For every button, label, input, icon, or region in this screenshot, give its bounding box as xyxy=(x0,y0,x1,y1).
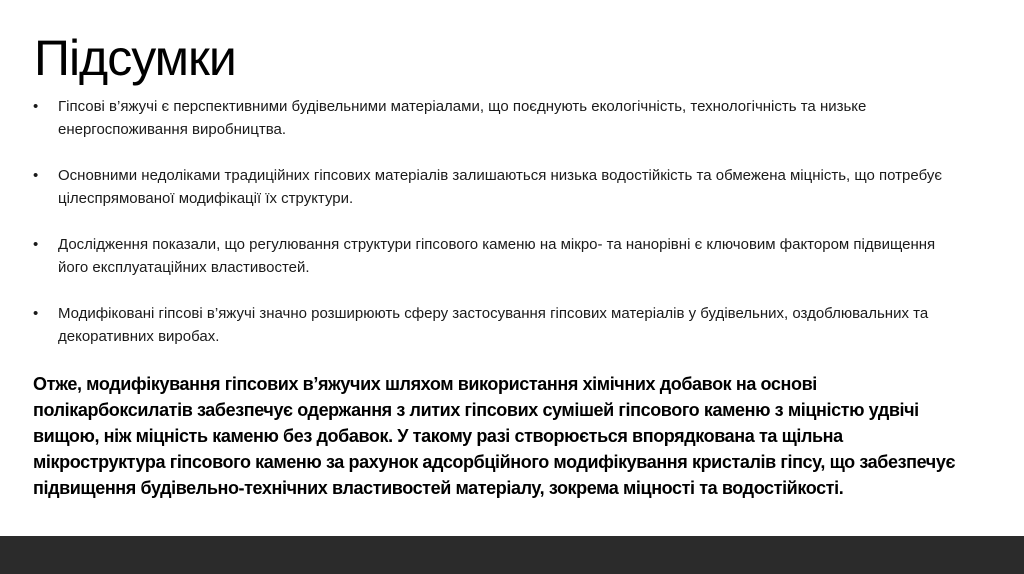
bullet-text: Основними недоліками традиційних гіпсових матеріалів залишаються низька водостійкість та обмежена міцність, що потребує цілеспрямованої модифікації їх структури. xyxy=(58,167,942,207)
footer-bar xyxy=(0,536,1024,574)
bullet-list xyxy=(33,95,963,348)
bullet-text: Дослідження показали, що регулювання структури гіпсового каменю на мікро- та нанорівні є ключовим фактором підвищення його експлуатаційних властивостей. xyxy=(58,236,936,276)
slide-title: Підсумки xyxy=(34,30,236,86)
bullet-text: Модифіковані гіпсові в’яжучі значно розширюють сферу застосування гіпсових матеріалів у будівельних, оздоблювальних та декоративних виробах. xyxy=(58,305,929,345)
bullet-icon: • xyxy=(33,167,39,184)
bullet-text: Гіпсові в’яжучі є перспективними будівельними матеріалами, що поєднують екологічність, технологічність та низьке енергоспоживання виробництва. xyxy=(58,98,867,138)
conclusion-paragraph: Отже, модифікування гіпсових в’яжучих шляхом використання хімічних добавок на основі полікарбоксилатів забезпечує одержання з литих гіпсових сумішей гіпсового каменю з міцністю удвічі вищою, ніж міцність каменю без добавок. У такому разі створюється впорядкована та щільна мікроструктура гіпсового каменю за рахунок адсорбційного модифікування кристалів гіпсу, що забезпечує підвищення будівельно-технічних властивостей матеріалу, зокрема міцності та водостійкості. xyxy=(33,374,956,498)
bullet-item-3 xyxy=(33,233,963,279)
bullet-icon: • xyxy=(33,98,39,115)
bullet-icon: • xyxy=(33,305,39,322)
bullet-icon: • xyxy=(33,236,39,253)
bullet-item-1 xyxy=(33,95,963,141)
bullet-item-4 xyxy=(33,302,963,348)
bullet-item-2 xyxy=(33,164,963,210)
